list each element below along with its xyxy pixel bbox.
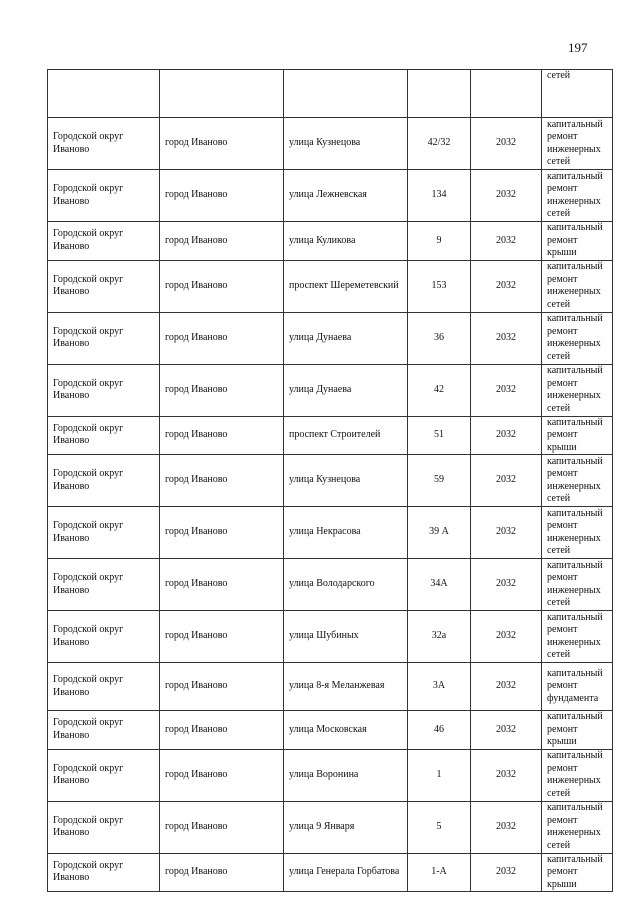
cell-settlement: город Иваново [160, 663, 284, 711]
cell-settlement [160, 70, 284, 118]
cell-house: 32а [408, 611, 471, 663]
table-row [48, 663, 613, 711]
cell-year: 2032 [471, 170, 542, 222]
cell-house: 36 [408, 312, 471, 364]
cell-settlement: город Иваново [160, 507, 284, 559]
cell-work: капитальный ремонт инженерных сетей [542, 260, 613, 312]
cell-house: 134 [408, 170, 471, 222]
cell-year: 2032 [471, 611, 542, 663]
cell-year: 2032 [471, 260, 542, 312]
cell-work: капитальный ремонт инженерных сетей [542, 118, 613, 170]
cell-municipality: Городской округ Иваново [48, 222, 160, 261]
cell-street: улица Дунаева [284, 312, 408, 364]
cell-street: улица 8-я Меланжевая [284, 663, 408, 711]
table-row [48, 260, 613, 312]
cell-municipality: Городской округ Иваново [48, 749, 160, 801]
cell-street: улица Дунаева [284, 364, 408, 416]
cell-settlement: город Иваново [160, 260, 284, 312]
cell-municipality [48, 70, 160, 118]
cell-street: улица Кузнецова [284, 118, 408, 170]
cell-settlement: город Иваново [160, 416, 284, 455]
cell-year: 2032 [471, 559, 542, 611]
cell-settlement: город Иваново [160, 170, 284, 222]
cell-street [284, 70, 408, 118]
cell-street: улица Некрасова [284, 507, 408, 559]
cell-year: 2032 [471, 416, 542, 455]
cell-year: 2032 [471, 455, 542, 507]
cell-settlement: город Иваново [160, 853, 284, 892]
cell-house: 3А [408, 663, 471, 711]
cell-work: капитальный ремонт крыши [542, 853, 613, 892]
cell-house: 9 [408, 222, 471, 261]
cell-municipality: Городской округ Иваново [48, 170, 160, 222]
table-row [48, 801, 613, 853]
cell-house: 153 [408, 260, 471, 312]
cell-year [471, 70, 542, 118]
cell-year: 2032 [471, 663, 542, 711]
cell-settlement: город Иваново [160, 364, 284, 416]
cell-work: капитальный ремонт инженерных сетей [542, 801, 613, 853]
cell-house: 34А [408, 559, 471, 611]
table-row [48, 118, 613, 170]
table-row [48, 312, 613, 364]
cell-house: 5 [408, 801, 471, 853]
cell-municipality: Городской округ Иваново [48, 507, 160, 559]
cell-municipality: Городской округ Иваново [48, 663, 160, 711]
cell-settlement: город Иваново [160, 611, 284, 663]
table-row [48, 749, 613, 801]
cell-settlement: город Иваново [160, 559, 284, 611]
cell-year: 2032 [471, 801, 542, 853]
cell-municipality: Городской округ Иваново [48, 455, 160, 507]
table-row [48, 364, 613, 416]
table-row [48, 416, 613, 455]
table-row [48, 853, 613, 892]
table-row [48, 611, 613, 663]
cell-settlement: город Иваново [160, 222, 284, 261]
cell-year: 2032 [471, 507, 542, 559]
cell-street: проспект Шереметевский [284, 260, 408, 312]
cell-municipality: Городской округ Иваново [48, 853, 160, 892]
cell-work: капитальный ремонт инженерных сетей [542, 507, 613, 559]
cell-municipality: Городской округ Иваново [48, 364, 160, 416]
cell-work: капитальный ремонт инженерных сетей [542, 749, 613, 801]
cell-municipality: Городской округ Иваново [48, 118, 160, 170]
cell-house: 46 [408, 711, 471, 750]
cell-year: 2032 [471, 711, 542, 750]
table-row [48, 711, 613, 750]
cell-street: улица Куликова [284, 222, 408, 261]
cell-work: капитальный ремонт инженерных сетей [542, 455, 613, 507]
table-row-continued [48, 70, 613, 118]
cell-settlement: город Иваново [160, 118, 284, 170]
page-number: 197 [568, 40, 588, 55]
cell-work: капитальный ремонт фундамента [542, 663, 613, 711]
cell-work: капитальный ремонт инженерных сетей [542, 170, 613, 222]
table-row [48, 507, 613, 559]
table-row [48, 559, 613, 611]
cell-street: улица Воронина [284, 749, 408, 801]
cell-year: 2032 [471, 853, 542, 892]
cell-work: сетей [542, 70, 613, 118]
cell-house: 42 [408, 364, 471, 416]
cell-house: 59 [408, 455, 471, 507]
cell-municipality: Городской округ Иваново [48, 801, 160, 853]
table-body [48, 70, 613, 892]
cell-house: 1 [408, 749, 471, 801]
cell-street: улица Московская [284, 711, 408, 750]
cell-settlement: город Иваново [160, 801, 284, 853]
cell-work: капитальный ремонт инженерных сетей [542, 611, 613, 663]
table-row [48, 170, 613, 222]
table-row [48, 455, 613, 507]
table-row [48, 222, 613, 261]
cell-street: улица Кузнецова [284, 455, 408, 507]
cell-street: улица Лежневская [284, 170, 408, 222]
cell-settlement: город Иваново [160, 711, 284, 750]
cell-municipality: Городской округ Иваново [48, 611, 160, 663]
cell-street: улица 9 Января [284, 801, 408, 853]
cell-municipality: Городской округ Иваново [48, 260, 160, 312]
cell-work: капитальный ремонт инженерных сетей [542, 312, 613, 364]
cell-municipality: Городской округ Иваново [48, 559, 160, 611]
cell-work: капитальный ремонт крыши [542, 222, 613, 261]
cell-year: 2032 [471, 222, 542, 261]
cell-year: 2032 [471, 312, 542, 364]
cell-year: 2032 [471, 749, 542, 801]
cell-house [408, 70, 471, 118]
cell-work: капитальный ремонт крыши [542, 416, 613, 455]
cell-house: 42/32 [408, 118, 471, 170]
cell-municipality: Городской округ Иваново [48, 312, 160, 364]
cell-year: 2032 [471, 364, 542, 416]
cell-work: капитальный ремонт инженерных сетей [542, 559, 613, 611]
cell-settlement: город Иваново [160, 749, 284, 801]
cell-street: улица Володарского [284, 559, 408, 611]
cell-street: улица Шубиных [284, 611, 408, 663]
cell-house: 39 А [408, 507, 471, 559]
cell-house: 1-А [408, 853, 471, 892]
cell-street: проспект Строителей [284, 416, 408, 455]
cell-municipality: Городской округ Иваново [48, 711, 160, 750]
cell-municipality: Городской округ Иваново [48, 416, 160, 455]
cell-street: улица Генерала Горбатова [284, 853, 408, 892]
cell-year: 2032 [471, 118, 542, 170]
cell-settlement: город Иваново [160, 312, 284, 364]
cell-house: 51 [408, 416, 471, 455]
repair-schedule-table [47, 69, 613, 892]
cell-work: капитальный ремонт крыши [542, 711, 613, 750]
cell-settlement: город Иваново [160, 455, 284, 507]
cell-work: капитальный ремонт инженерных сетей [542, 364, 613, 416]
